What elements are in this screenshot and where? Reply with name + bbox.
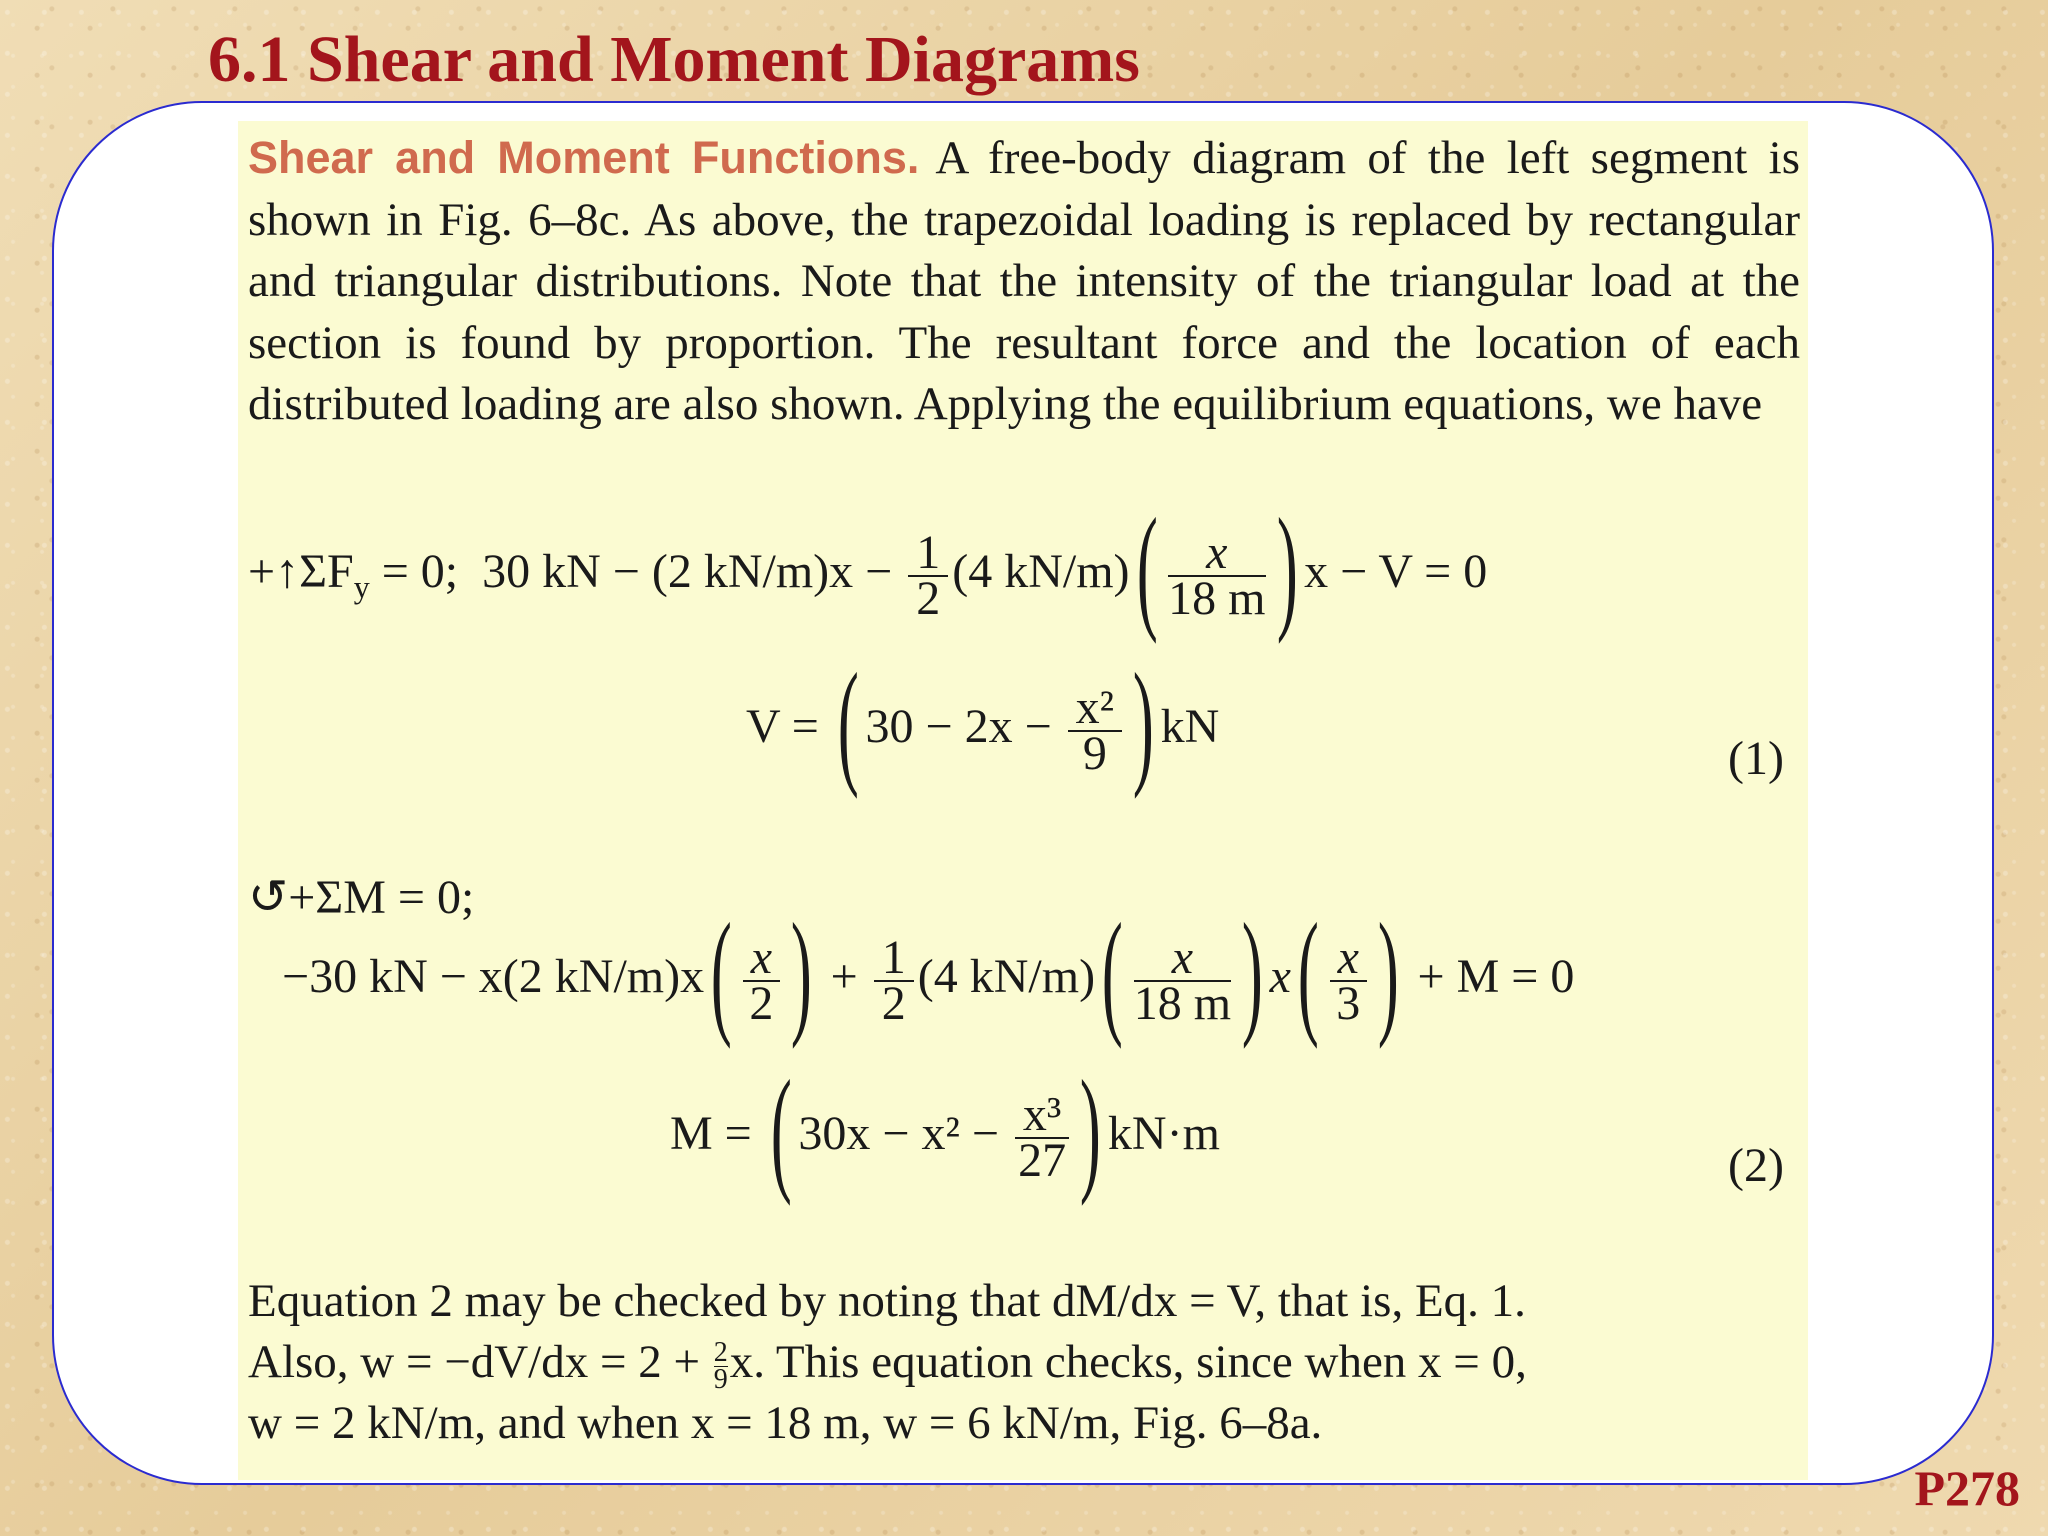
shear-equilibrium-equation [248,490,1488,645]
18m-den: 18 m [1133,977,1232,1030]
half-num: 1 [874,936,914,982]
half-fraction [874,931,914,1030]
page-number: P278 [1914,1460,2020,1516]
eq2-unit: kN·m [1107,1107,1220,1161]
paren-open: ( [770,1052,792,1207]
paren-close: ) [790,895,812,1050]
18m-den: 18 m [1168,572,1266,625]
section-heading: Shear and Moment Functions. [248,132,920,183]
half-den: 2 [881,977,906,1030]
paren-close: ) [1132,645,1154,800]
shear-term-a: 30 kN − (2 kN/m)x − [482,545,893,599]
paren-open: ( [1136,490,1158,645]
half-num: 1 [908,531,948,577]
sum-fy-label: +↑ΣF [248,545,354,599]
eq2-num: x³ [1015,1093,1069,1139]
eq2-lhs: M = [670,1107,752,1161]
x-over-18m-fraction [1133,931,1232,1030]
x-num: x [1330,936,1367,982]
check-line-2 [248,1332,1796,1393]
paren-close: ) [1276,490,1298,645]
equation-2-number: (2) [1728,1139,1784,1192]
x-num: x [1168,531,1265,577]
eq1-body: 30 − 2x − [865,700,1052,754]
three-den: 3 [1336,977,1361,1030]
x-over-18m-fraction [1168,526,1266,625]
equation-1 [746,645,1220,800]
moment-term-a: −30 kN − x(2 kN/m)x [282,950,705,1004]
moment-plus: + [830,950,858,1004]
moment-term-b: (4 kN/m) [917,950,1096,1004]
two-den: 2 [749,977,774,1030]
check-line-2b: x. This equation checks, since when x = 0, [729,1336,1527,1388]
check-line-2a: Also, w = −dV/dx = 2 + [248,1336,701,1388]
sum-fy-subscript: y [353,568,370,605]
eq1-den: 9 [1082,727,1107,780]
x-num: x [743,936,780,982]
paren-close: ) [1377,895,1399,1050]
intro-paragraph [248,127,1800,436]
paren-close: ) [1080,1052,1102,1207]
paren-open: ( [710,895,732,1050]
shear-term-c: x − V = 0 [1304,545,1488,599]
eq1-lhs: V = [746,700,819,754]
eq2-body: 30x − x² − [798,1107,999,1161]
eq1-unit: kN [1160,700,1220,754]
x-factor: x [1269,950,1291,1004]
x-cubed-over-27-fraction [1015,1088,1069,1187]
x-num: x [1134,936,1231,982]
two-ninths-den: 9 [713,1363,728,1395]
half-den: 2 [916,572,941,625]
x-over-3-fraction [1330,931,1367,1030]
paren-open: ( [1101,895,1123,1050]
sum-fy-condition: = 0; [381,545,459,599]
paren-open: ( [1297,895,1319,1050]
check-line-1: Equation 2 may be checked by noting that dM/dx = V, that is, Eq. 1. [248,1275,1526,1327]
intro-text: A free-body diagram of the left segment is shown in Fig. 6–8c. As above, the trapezoidal loading is replaced by rectangular and triangular distributions. Note that the intensity of the triangular load at the section is found by proportion. The resultant force and the location of each distributed loading are also shown. Applying the equilibrium equations, we have [248,132,1800,430]
textbook-page [238,121,1808,1480]
moment-equilibrium-label: ↺+ΣM = 0; [248,871,475,924]
two-ninths-num: 2 [713,1336,728,1368]
slide-title: 6.1 Shear and Moment Diagrams [208,23,1140,96]
half-fraction [908,526,948,625]
paren-close: ) [1241,895,1263,1050]
moment-equilibrium-equation [282,895,1575,1050]
eq1-num: x² [1068,686,1122,732]
paren-open: ( [837,645,859,800]
x-squared-over-9-fraction [1068,681,1122,780]
equation-1-number: (1) [1728,732,1784,785]
check-line-3: w = 2 kN/m, and when x = 18 m, w = 6 kN/m, Fig. 6–8a. [248,1397,1323,1449]
x-over-2-fraction [743,931,780,1030]
shear-term-b: (4 kN/m) [952,545,1130,599]
check-paragraph [248,1271,1796,1454]
two-ninths-fraction [713,1336,728,1395]
eq2-den: 27 [1018,1134,1067,1187]
equation-2 [670,1052,1220,1207]
moment-term-c: + M = 0 [1417,950,1575,1004]
